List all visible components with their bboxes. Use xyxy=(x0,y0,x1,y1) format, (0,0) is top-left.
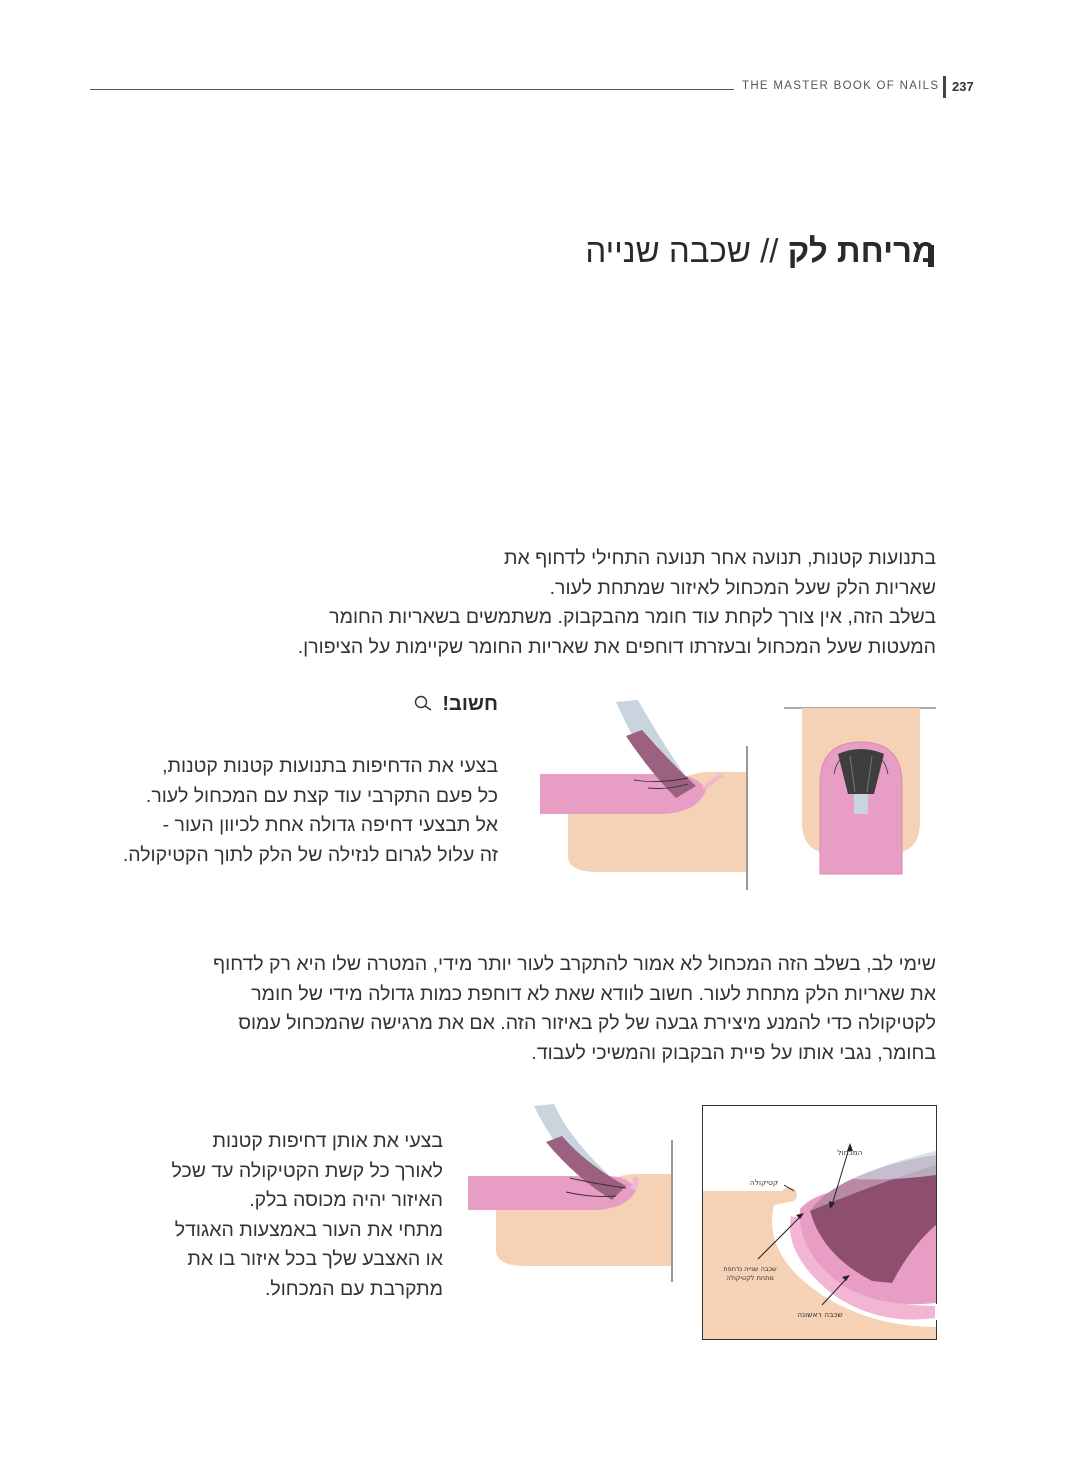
page-number: 237 xyxy=(952,79,974,94)
note-line: לקטיקולה כדי להמנע מיצירת גבעה של לק באיזור הזה. אם את מרגישה שהמכחול עמוס xyxy=(238,1012,936,1034)
intro-line: שאריות הלק שעל המכחול לאיזור שמתחת לעור. xyxy=(549,576,936,599)
note-paragraph xyxy=(213,950,936,1068)
intro-line: בשלב הזה, אין צורך לקחת עוד חומר מהבקבוק. משתמשים בשאריות החומר xyxy=(329,606,936,628)
section-title-rest: // שכבה שנייה xyxy=(585,232,788,269)
nail-top-view-illustration xyxy=(784,704,939,894)
intro-paragraph xyxy=(298,544,936,662)
label-first-layer: שכבה ראשונה xyxy=(797,1310,843,1319)
label-second-layer-line-2: מתחת לקטיקולה xyxy=(726,1274,774,1282)
note-line: בחומר, נגבי אותו על פיית הבקבוק והמשיכי לעבוד. xyxy=(531,1041,936,1064)
note-line: את שאריות הלק מתחת לעור. חשוב לוודא שאת לא דוחפת כמות גדולה מידי של חומר xyxy=(251,982,936,1005)
finger-side-view-illustration-1 xyxy=(538,696,753,892)
label-second-layer-line-1: שכבה שנייה נדחפת xyxy=(723,1265,777,1273)
label-cuticle: קטיקולה xyxy=(749,1178,779,1187)
running-title: THE MASTER BOOK OF NAILS xyxy=(742,80,940,92)
important-line: בצעי את הדחיפות בתנועות קטנות קטנות, xyxy=(162,755,498,777)
note-line: שימי לב, בשלב הזה המכחול לא אמור להתקרב לעור יותר מידי, המטרה שלו היא רק לדחוף xyxy=(213,953,936,975)
finger-side-view-illustration-2 xyxy=(466,1104,676,1284)
step-paragraph xyxy=(172,1127,443,1304)
important-title xyxy=(413,693,498,716)
section-title xyxy=(585,232,936,270)
magnifier-icon xyxy=(413,694,433,712)
section-title-bold: מריחת לק xyxy=(787,232,936,269)
intro-line: בתנועות קטנות, תנועה אחר תנועה התחילי לדחוף את xyxy=(504,547,936,569)
step-line: מתחי את העור באמצעות האגודל xyxy=(174,1218,443,1241)
important-line: זה עלול לגרום לנזילה של הלק לתוך הקטיקולה. xyxy=(122,843,498,866)
label-brush: המכחול xyxy=(837,1148,863,1157)
step-line: או האצבע שלך בכל איזור בו את xyxy=(187,1248,443,1270)
page-number-bar xyxy=(943,76,946,98)
important-line: אל תבצעי דחיפה גדולה אחת לכיוון העור - xyxy=(162,814,498,836)
important-line: כל פעם התקרבי עוד קצת עם המכחול לעור. xyxy=(145,784,498,807)
step-line: האיזור יהיה מכוסה בלק. xyxy=(249,1189,443,1211)
step-line: מתקרבת עם המכחול. xyxy=(264,1277,443,1300)
step-line: לאורך כל קשת הקטיקולה עד שכל xyxy=(171,1159,443,1182)
cuticle-layers-diagram xyxy=(702,1105,938,1341)
important-text xyxy=(123,752,498,870)
important-title-text: חשוב! xyxy=(442,693,498,715)
step-line: בצעי את אותן דחיפות קטנות xyxy=(212,1130,443,1152)
header-rule xyxy=(90,89,734,90)
intro-line: המעטות שעל המכחול ובעזרתו דוחפים את שאריות החומר שקיימות על הציפורן. xyxy=(297,635,936,658)
